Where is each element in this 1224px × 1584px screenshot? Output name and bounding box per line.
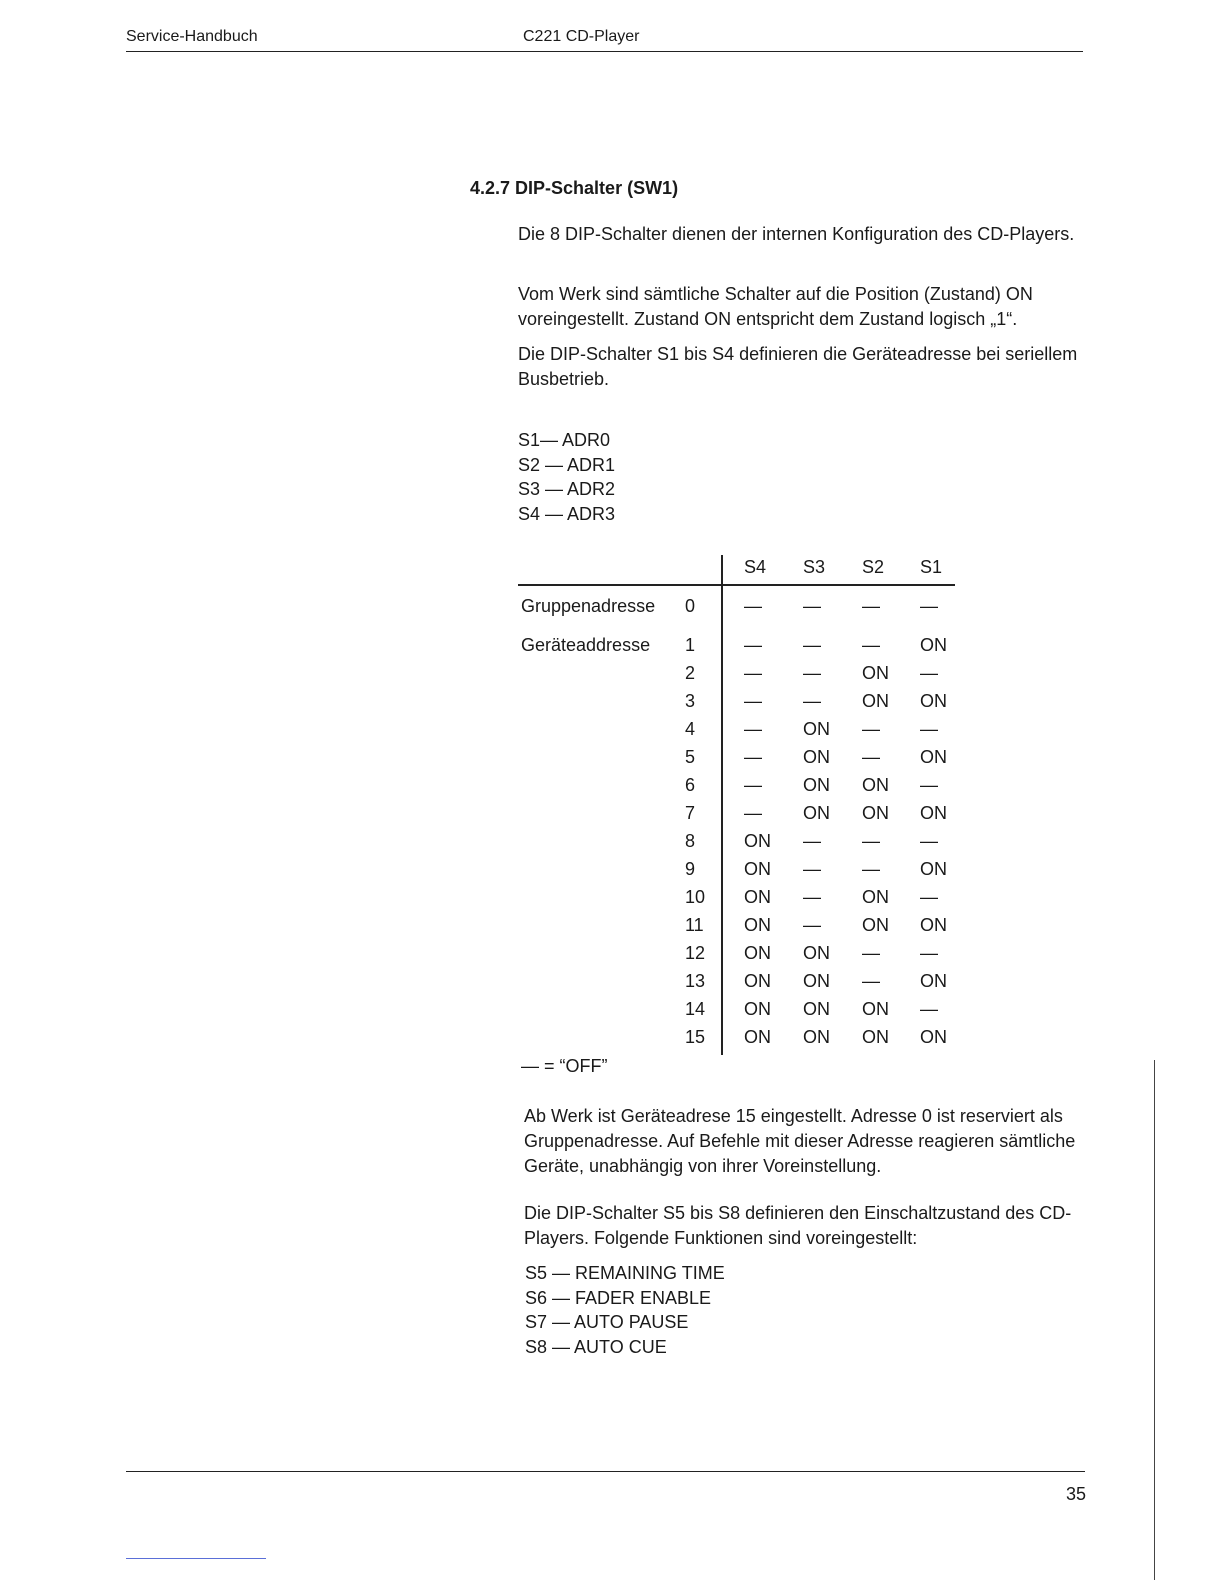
address-number: 15: [685, 1027, 706, 1047]
address-number: 13: [685, 971, 706, 991]
switch-state-s3: ON: [803, 803, 830, 823]
address-bit-item: S1— ADR0: [518, 430, 611, 450]
switch-state-s1: ON: [920, 691, 947, 711]
switch-state-s3: —: [803, 831, 821, 851]
off-legend: — = “OFF”: [521, 1056, 608, 1076]
switch-state-s1: ON: [920, 971, 947, 991]
page-number: 35: [1066, 1484, 1087, 1504]
header-left: Service-Handbuch: [126, 28, 258, 45]
switch-state-s2: ON: [862, 999, 889, 1019]
switch-state-s3: ON: [803, 971, 830, 991]
switch-state-s2: ON: [862, 887, 889, 907]
bottom-edge-mark: [126, 1558, 266, 1559]
switch-state-s2: ON: [862, 691, 889, 711]
switch-state-s4: —: [744, 663, 762, 683]
switch-state-s4: ON: [744, 1027, 771, 1047]
address-number: 0: [685, 596, 696, 616]
address-bit-item: S2 — ADR1: [518, 454, 616, 475]
switch-state-s4: ON: [744, 915, 771, 935]
switch-state-s2: —: [862, 747, 880, 767]
footer-rule: [126, 1471, 1085, 1472]
group-address-label: Gruppenadresse: [521, 596, 656, 616]
switch-state-s3: —: [803, 691, 821, 711]
switch-state-s4: ON: [744, 859, 771, 879]
switch-state-s4: —: [744, 747, 762, 767]
switch-state-s3: —: [803, 859, 821, 879]
switch-state-s1: ON: [920, 859, 947, 879]
scan-edge-line: [1154, 1060, 1155, 1580]
switch-state-s1: —: [920, 596, 938, 616]
switch-state-s1: —: [920, 663, 938, 683]
paragraph-power-on-switches: Die DIP-Schalter S5 bis S8 definieren den Einschaltzustand des CD-Players. Folgende Funktionen sind voreingestellt:: [524, 1203, 1072, 1248]
switch-state-s2: ON: [862, 915, 889, 935]
address-bit-item: S3 — ADR2: [518, 479, 616, 499]
header-center: C221 CD-Player: [523, 28, 640, 45]
switch-state-s4: —: [744, 635, 762, 655]
switch-state-s2: —: [862, 831, 880, 851]
switch-state-s1: ON: [920, 915, 947, 935]
address-number: 8: [685, 831, 696, 851]
switch-state-s1: —: [920, 775, 938, 795]
switch-state-s2: ON: [862, 803, 889, 823]
switch-state-s3: ON: [803, 775, 830, 795]
paragraph-factory-default: Vom Werk sind sämtliche Schalter auf die Position (Zustand) ON voreingestellt. Zustand ON entspricht dem Zustand logisch „1“.: [518, 284, 1033, 329]
switch-state-s3: ON: [803, 1027, 830, 1047]
switch-state-s1: —: [920, 831, 938, 851]
header-rule: [126, 51, 1083, 52]
column-header-s3: S3: [803, 557, 826, 577]
table-divider-line: [721, 555, 723, 1055]
switch-state-s2: ON: [862, 663, 889, 683]
switch-state-s1: ON: [920, 635, 947, 655]
function-item: S7 — AUTO PAUSE: [525, 1312, 689, 1332]
switch-state-s2: ON: [862, 1027, 889, 1047]
switch-state-s3: ON: [803, 943, 830, 963]
switch-state-s3: —: [803, 663, 821, 683]
switch-state-s4: —: [744, 775, 762, 795]
address-number: 1: [685, 635, 696, 655]
switch-state-s2: —: [862, 943, 880, 963]
switch-state-s3: ON: [803, 999, 830, 1019]
switch-state-s2: —: [862, 971, 880, 991]
function-list: [525, 1261, 725, 1359]
address-number: 12: [685, 943, 706, 963]
switch-state-s4: ON: [744, 887, 771, 907]
switch-state-s2: —: [862, 859, 880, 879]
switch-state-s4: —: [744, 719, 762, 739]
section-title: 4.2.7 DIP-Schalter (SW1): [470, 178, 679, 198]
switch-state-s1: —: [920, 719, 938, 739]
paragraph-default-address: Ab Werk ist Geräteadrese 15 eingestellt. Adresse 0 ist reserviert als Gruppenadresse. Auf Befehle mit dieser Adresse reagieren sämtliche Geräte, unabhängig von ihrer Voreinstellung.: [524, 1106, 1076, 1176]
switch-state-s2: —: [862, 635, 880, 655]
switch-state-s1: ON: [920, 1027, 947, 1047]
address-number: 11: [685, 915, 704, 935]
column-header-s4: S4: [744, 557, 767, 577]
address-bit-list: [518, 428, 615, 526]
switch-state-s3: —: [803, 596, 821, 616]
function-item: S5 — REMAINING TIME: [525, 1263, 725, 1283]
address-number: 7: [685, 803, 696, 823]
function-item: S8 — AUTO CUE: [525, 1336, 667, 1357]
switch-state-s1: ON: [920, 747, 947, 767]
switch-state-s4: ON: [744, 971, 771, 991]
switch-state-s3: —: [803, 915, 821, 935]
address-number: 2: [685, 663, 696, 683]
address-number: 9: [685, 859, 696, 879]
column-header-s2: S2: [862, 557, 885, 577]
address-number: 14: [685, 999, 706, 1019]
switch-state-s4: ON: [744, 943, 771, 963]
address-number: 6: [685, 775, 696, 795]
switch-state-s2: ON: [862, 775, 889, 795]
address-number: 10: [685, 887, 706, 907]
paragraph-intro: Die 8 DIP-Schalter dienen der internen Konfiguration des CD-Players.: [518, 224, 1075, 244]
switch-state-s4: —: [744, 691, 762, 711]
switch-state-s4: —: [744, 803, 762, 823]
switch-state-s3: ON: [803, 747, 830, 767]
switch-state-s3: —: [803, 887, 821, 907]
switch-state-s4: ON: [744, 831, 771, 851]
switch-state-s2: —: [862, 719, 880, 739]
table-header-rule: [518, 584, 955, 586]
switch-state-s2: —: [862, 596, 880, 616]
device-address-label: Geräteaddresse: [521, 635, 651, 655]
address-number: 5: [685, 747, 696, 767]
switch-state-s1: —: [920, 999, 938, 1019]
switch-state-s3: ON: [803, 719, 830, 739]
switch-state-s1: ON: [920, 803, 947, 823]
paragraph-address-switches: Die DIP-Schalter S1 bis S4 definieren die Geräteadresse bei seriellem Busbetrieb.: [518, 344, 1078, 389]
switch-state-s4: ON: [744, 999, 771, 1019]
address-number: 3: [685, 691, 696, 711]
switch-state-s1: —: [920, 887, 938, 907]
function-item: S6 — FADER ENABLE: [525, 1287, 712, 1308]
switch-state-s3: —: [803, 635, 821, 655]
address-bit-item: S4 — ADR3: [518, 503, 616, 524]
address-number: 4: [685, 719, 696, 739]
switch-state-s1: —: [920, 943, 938, 963]
switch-state-s4: —: [744, 596, 762, 616]
column-header-s1: S1: [920, 557, 943, 577]
